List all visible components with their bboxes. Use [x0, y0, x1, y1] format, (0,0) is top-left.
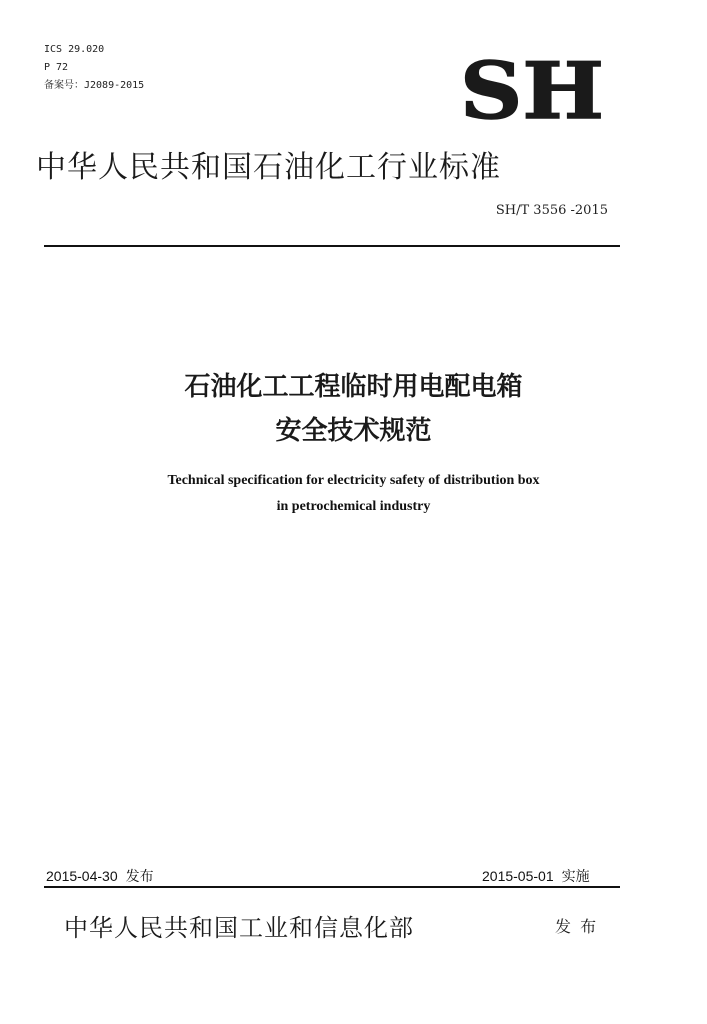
standard-number: SH/T 3556 -2015	[495, 203, 608, 218]
svg-text:SH: SH	[460, 56, 604, 124]
filing-number: 备案号：J2089-2015	[44, 80, 145, 91]
issue-date: 2015-04-30	[46, 868, 118, 884]
sh-logo	[458, 56, 606, 124]
footer-divider	[44, 886, 620, 888]
classification-code: P 72	[44, 62, 69, 73]
ics-code: ICS 29.020	[44, 44, 105, 55]
document-title-cn-line2: 安全技术规范	[275, 416, 432, 446]
effective-label: 实施	[561, 869, 590, 885]
document-title-cn-line1: 石油化工工程临时用电配电箱	[184, 372, 523, 402]
document-title-en-line1: Technical specification for electricity safety of distribution box	[167, 473, 540, 488]
document-title-en-line2: in petrochemical industry	[276, 499, 431, 514]
issue-label: 发布	[125, 869, 154, 885]
issue-date-group	[46, 866, 154, 886]
effective-date: 2015-05-01	[482, 868, 554, 884]
effective-date-group	[482, 866, 590, 886]
standard-category-title: 中华人民共和国石油化工行业标准	[36, 150, 501, 185]
publisher-name: 中华人民共和国工业和信息化部	[64, 914, 414, 942]
header-divider	[44, 245, 620, 247]
publisher-label: 发 布	[555, 917, 599, 936]
